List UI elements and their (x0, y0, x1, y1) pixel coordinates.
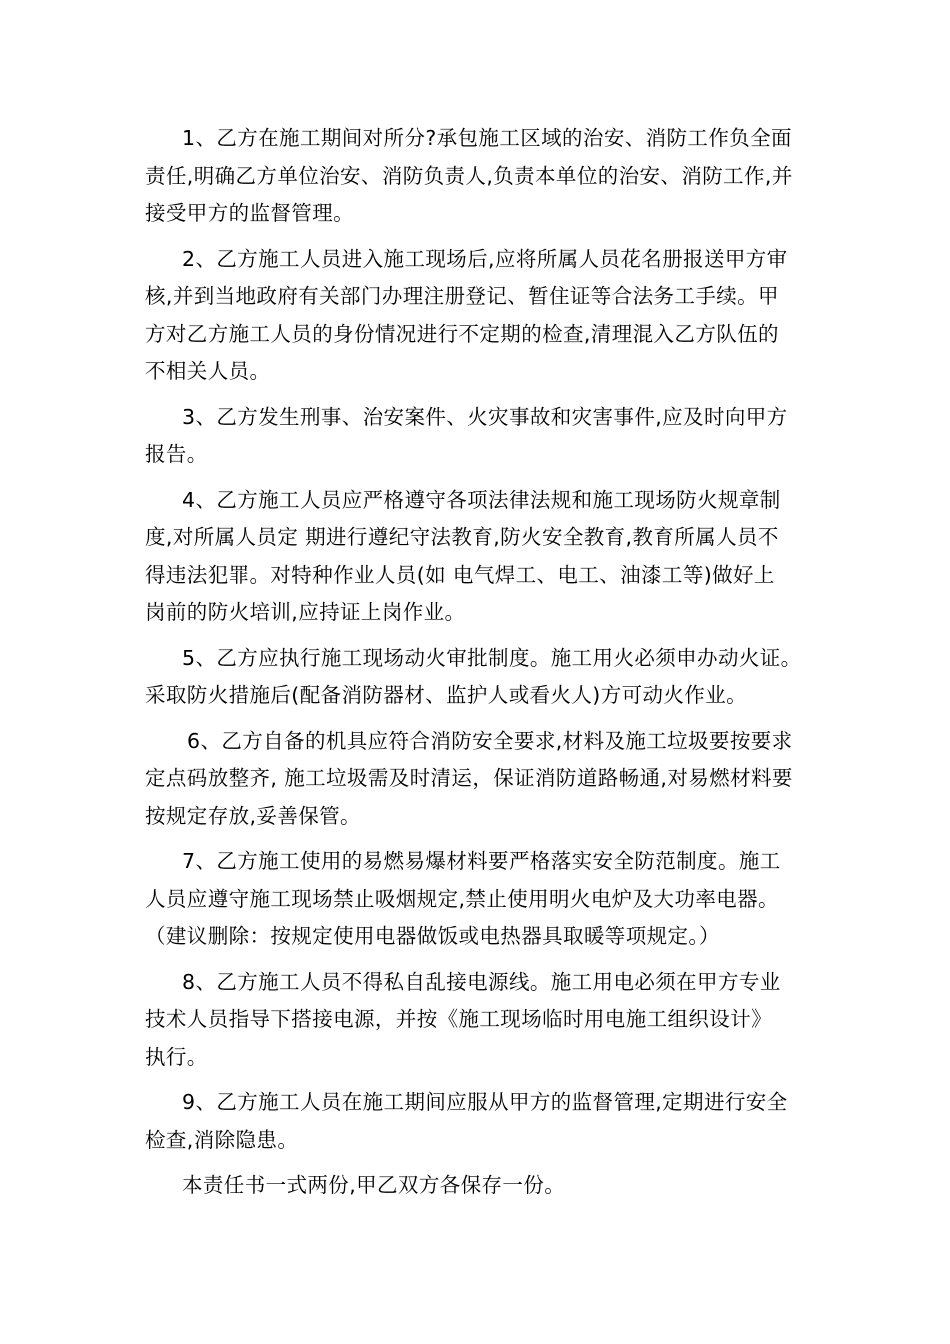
clause-5-line-1: 5、乙方应执行施工现场动火审批制度。施工用火必须申办动火证。 (182, 645, 802, 670)
clause-8-line-3: 执行。 (145, 1044, 208, 1069)
clause-8-line-2: 技术人员指导下搭接电源，并按《施工现场临时用电施工组织设计》 (145, 1007, 772, 1031)
clause-4-line-1: 4、乙方施工人员应严格遵守各项法律法规和施工现场防火规章制 (182, 487, 781, 512)
closing-statement (145, 1167, 835, 1205)
clause-1-line-1: 1、乙方在施工期间对所分?承包施工区域的治安、消防工作负全面 (182, 126, 792, 150)
clause-5 (145, 640, 835, 715)
clause-1 (145, 120, 835, 233)
clause-2-line-3: 方对乙方施工人员的身份情况进行不定期的检查,清理混入乙方队伍的 (145, 321, 779, 346)
clause-8-line-1: 8、乙方施工人员不得私自乱接电源线。施工用电必须在甲方专业 (182, 969, 781, 994)
clause-6-line-3: 按规定存放,妥善保管。 (145, 803, 361, 828)
clause-2-line-1: 2、乙方施工人员进入施工现场后,应将所属人员花名册报送甲方审 (182, 246, 788, 271)
clause-7 (145, 843, 835, 956)
clause-9 (145, 1084, 835, 1159)
clause-4-line-2: 度,对所属人员定 期进行遵纪守法教育,防火安全教育,教育所属人员不 (145, 525, 779, 549)
clause-6 (145, 723, 835, 836)
clause-4-line-3: 得违法犯罪。对特种作业人员(如 电气焊工、电工、油漆工等)做好上 (145, 562, 775, 587)
clause-8 (145, 964, 835, 1077)
clause-3 (145, 399, 835, 474)
closing-statement-line-1: 本责任书一式两份,甲乙双方各保存一份。 (182, 1173, 566, 1197)
clause-6-line-2: 定点码放整齐, 施工垃圾需及时清运，保证消防道路畅通,对易燃材料要 (145, 766, 793, 790)
clause-7-line-3: （建议删除：按规定使用电器做饭或电热器具取暖等项规定。） (145, 924, 720, 948)
clause-1-line-2: 责任,明确乙方单位治安、消防负责人,负责本单位的治安、消防工作,并 (145, 163, 793, 188)
clause-5-line-2: 采取防火措施后(配备消防器材、监护人或看火人)方可动火作业。 (145, 683, 747, 707)
clause-2-line-2: 核,并到当地政府有关部门办理注册登记、暂住证等合法务工手续。甲 (145, 284, 779, 308)
clause-2 (145, 241, 835, 391)
clause-7-line-1: 7、乙方施工使用的易燃易爆材料要严格落实安全防范制度。施工 (182, 849, 781, 873)
clause-6-line-1: 6、乙方自备的机具应符合消防安全要求,材料及施工垃圾要按要求 (187, 728, 793, 753)
document-body (145, 120, 835, 1213)
clause-4-line-4: 岗前的防火培训,应持证上岗作业。 (145, 600, 466, 624)
clause-1-line-3: 接受甲方的监督管理。 (145, 201, 354, 225)
clause-7-line-2: 人员应遵守施工现场禁止吸烟规定,禁止使用明火电炉及大功率电器。 (145, 886, 779, 911)
clause-9-line-1: 9、乙方施工人员在施工期间应服从甲方的监督管理,定期进行安全 (182, 1090, 788, 1114)
clause-4 (145, 482, 835, 632)
clause-3-line-1: 3、乙方发生刑事、治安案件、火灾事故和灾害事件,应及时向甲方 (182, 404, 788, 429)
clause-3-line-2: 报告。 (145, 442, 208, 466)
clause-2-line-4: 不相关人员。 (145, 359, 271, 383)
clause-9-line-2: 检查,消除隐患。 (145, 1127, 299, 1152)
